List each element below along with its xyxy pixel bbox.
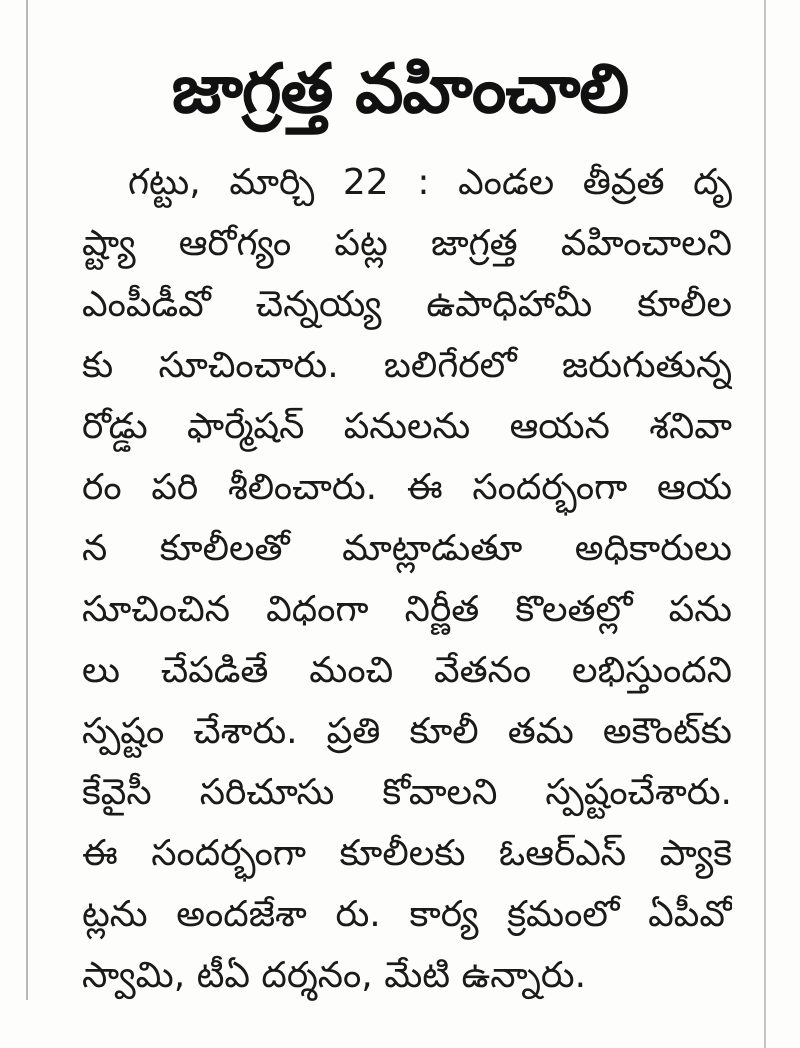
article-line: రం పరి శీలించారు. ఈ సందర్భంగా ఆయ	[82, 467, 732, 508]
article-line: ఎంపీడీవో చెన్నయ్య ఉపాధిహామీ కూలీల	[82, 284, 732, 325]
article-line: స్పష్టం చేశారు. ప్రతి కూలీ తమ అకౌంట్‌కు	[82, 711, 732, 752]
right-column-rule	[764, 0, 766, 1048]
article-line: స్వామి, టీఏ దర్శనం, మేటి ఉన్నారు.	[82, 955, 587, 996]
article-line: రోడ్డు ఫార్మేషన్ పనులను ఆయన శనివా	[82, 406, 732, 447]
article-line: కేవైసీ సరిచూసు కోవాలని స్పష్టంచేశారు.	[82, 772, 732, 813]
article-line: ష్ట్యా ఆరోగ్యం పట్ల జాగ్రత్త వహించాలని	[82, 223, 732, 264]
article-line: న కూలీలతో మాట్లాడుతూ అధికారులు	[82, 528, 732, 569]
article-line: ట్లను అందజేశా రు. కార్య క్రమంలో ఏపీవో	[82, 894, 732, 935]
article-line: సూచించిన విధంగా నిర్ణీత కొలతల్లో పను	[82, 589, 732, 630]
article-headline: జాగ్రత్త వహించాలి	[171, 50, 629, 129]
article-line: ఈ సందర్భంగా కూలీలకు ఓఆర్ఎస్ ప్యాకె	[82, 833, 732, 874]
article-line: గట్టు, మార్చి 22 : ఎండల తీవ్రత దృ	[128, 162, 732, 203]
article-line: లు చేపడితే మంచి వేతనం లభిస్తుందని	[82, 650, 732, 691]
article-line: కు సూచించారు. బలిగేరలో జరుగుతున్న	[82, 345, 732, 386]
left-column-rule	[26, 0, 28, 1000]
article-body	[82, 152, 732, 1006]
